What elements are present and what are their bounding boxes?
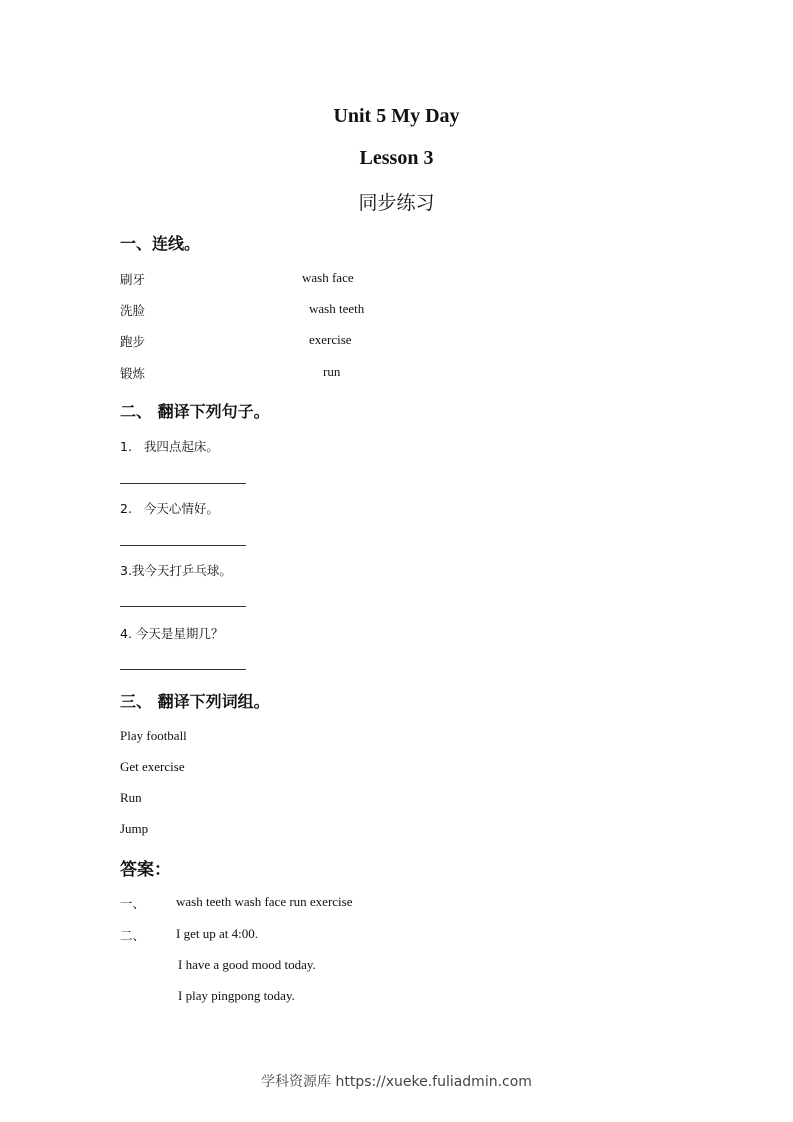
section-1-heading: 一、连线。	[120, 234, 201, 253]
item-text: 今天心情好。	[143, 501, 219, 516]
lesson-title: Lesson 3	[359, 147, 434, 169]
sentence-item	[120, 437, 219, 455]
answer-blank-line	[120, 669, 246, 670]
section-2-heading: 二、 翻译下列句子。	[120, 402, 270, 421]
answer-blank-line	[120, 483, 246, 484]
match-right-item: wash face	[302, 270, 354, 285]
sentence-item	[120, 499, 219, 517]
page-title: Unit 5 My Day	[333, 105, 460, 127]
phrase-item: Play football	[120, 728, 187, 743]
answer-2-line: I have a good mood today.	[178, 957, 316, 972]
phrase-item: Jump	[120, 821, 149, 836]
footer-source-link[interactable]: 学科资源库 https://xueke.fuliadmin.com	[261, 1074, 532, 1090]
item-number: 1.	[120, 439, 132, 454]
answer-2-label: 二、	[120, 928, 146, 943]
page-subtitle: 同步练习	[358, 192, 435, 214]
answer-1-text: wash teeth wash face run exercise	[176, 894, 353, 909]
phrase-item: Run	[120, 790, 142, 805]
item-text: 我四点起床。	[143, 439, 219, 454]
answer-2-line: I get up at 4:00.	[176, 926, 258, 941]
match-left-item: 刷牙	[120, 272, 146, 287]
sentence-item	[120, 624, 223, 642]
match-left-item: 洗脸	[120, 303, 146, 318]
item-number: 2.	[120, 501, 132, 516]
answer-2-line: I play pingpong today.	[178, 988, 295, 1003]
answers-heading: 答案：	[120, 860, 171, 880]
match-right-item: exercise	[309, 332, 352, 347]
match-right-item: wash teeth	[309, 301, 365, 316]
match-right-item: run	[323, 364, 341, 379]
phrase-item: Get exercise	[120, 759, 185, 774]
sentence-item: 3.我今天打乒乓球。	[120, 563, 232, 578]
answer-1-label: 一、	[120, 896, 146, 911]
answer-blank-line	[120, 606, 246, 607]
answer-blank-line	[120, 545, 246, 546]
match-left-item: 跑步	[120, 334, 146, 349]
item-number: 4.	[120, 626, 132, 641]
match-left-item: 锻炼	[120, 366, 146, 381]
section-3-heading: 三、 翻译下列词组。	[120, 692, 270, 711]
item-text: 今天是星期几？	[135, 626, 224, 641]
